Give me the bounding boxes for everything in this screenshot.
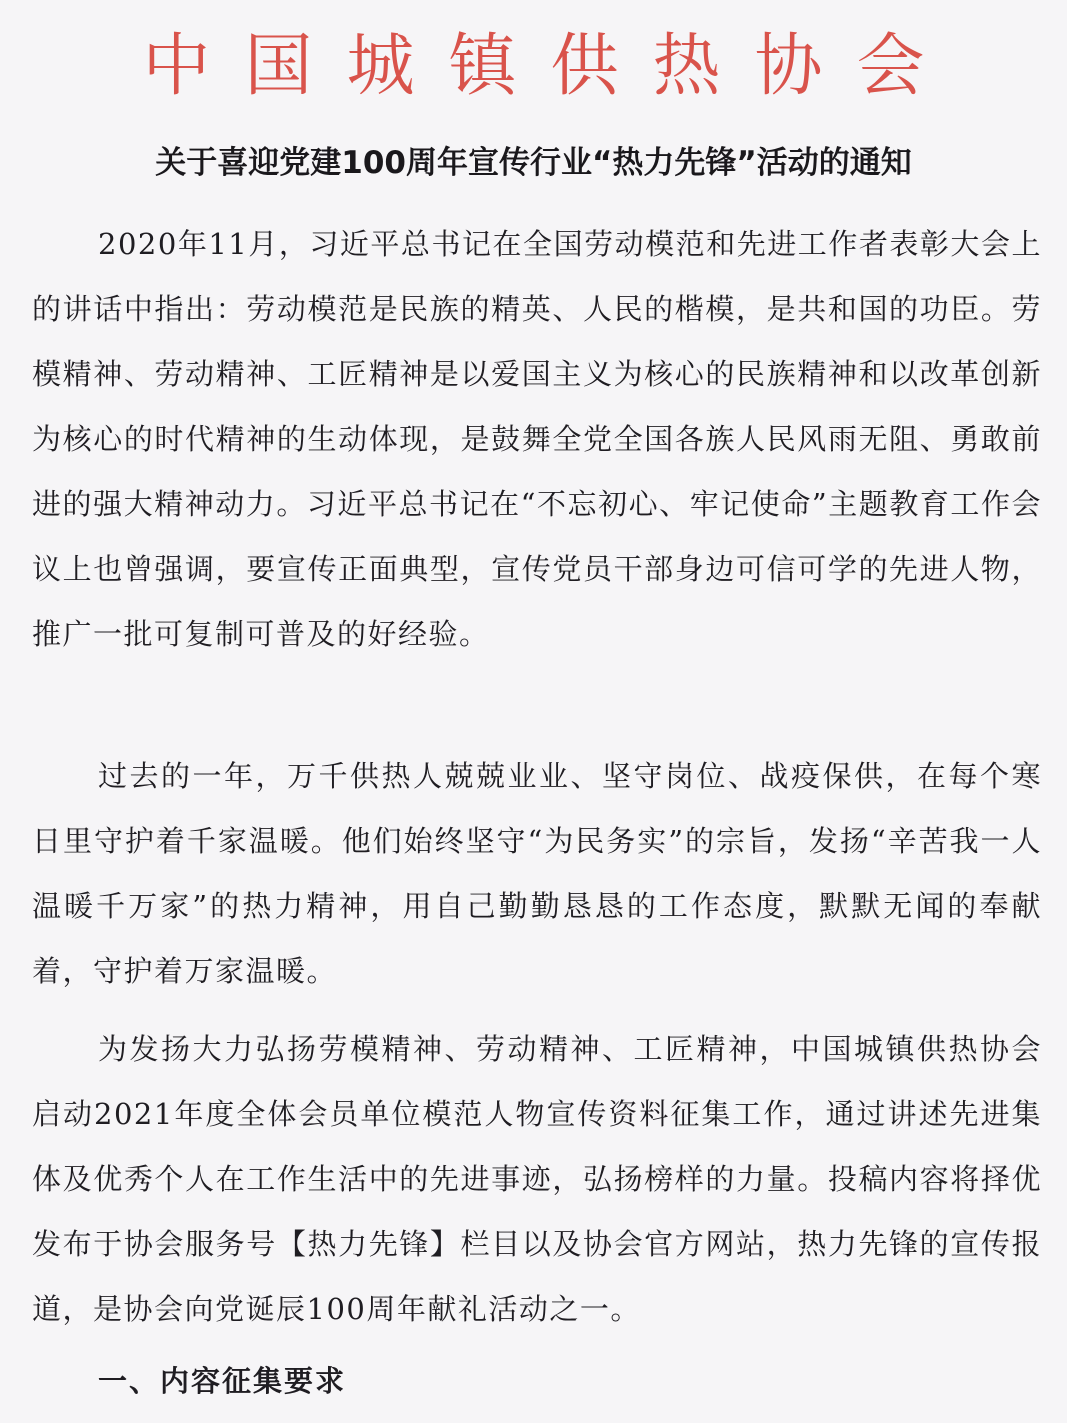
notice-title: 关于喜迎党建100周年宣传行业“热力先锋”活动的通知 xyxy=(155,145,912,181)
section-heading: 一、内容征集要求 xyxy=(98,1364,347,1398)
body-paragraph-1: 2020年11月，习近平总书记在全国劳动模范和先进工作者表彰大会上的讲话中指出：劳动模范是民族的精英、人民的楷模，是共和国的功臣。劳模精神、劳动精神、工匠精神是以爱国主义为核心的民族精神和以改革创新为核心的时代精神的生动体现，是鼓舞全党全国各族人民风雨无阻、勇敢前进的强大精神动力。习近平总书记在“不忘初心、牢记使命”主题教育工作会议上也曾强调，要宣传正面典型，宣传党员干部身边可信可学的先进人物，推广一批可复制可普及的好经验。 xyxy=(32,227,1042,651)
body-paragraph-3: 为发扬大力弘扬劳模精神、劳动精神、工匠精神，中国城镇供热协会启动2021年度全体会员单位模范人物宣传资料征集工作，通过讲述先进集体及优秀个人在工作生活中的先进事迹，弘扬榜样的力量。投稿内容将择优发布于协会服务号【热力先锋】栏目以及协会官方网站，热力先锋的宣传报道，是协会向党诞辰100周年献礼活动之一。 xyxy=(32,1032,1042,1326)
organization-letterhead: 中国城镇供热协会 xyxy=(142,27,959,106)
body-paragraph-2: 过去的一年，万千供热人兢兢业业、坚守岗位、战疫保供，在每个寒日里守护着千家温暖。他们始终坚守“为民务实”的宗旨，发扬“辛苦我一人 温暖千万家”的热力精神，用自己勤勤恳恳的工作态度，默默无闻的奉献着，守护着万家温暖。 xyxy=(32,759,1042,988)
